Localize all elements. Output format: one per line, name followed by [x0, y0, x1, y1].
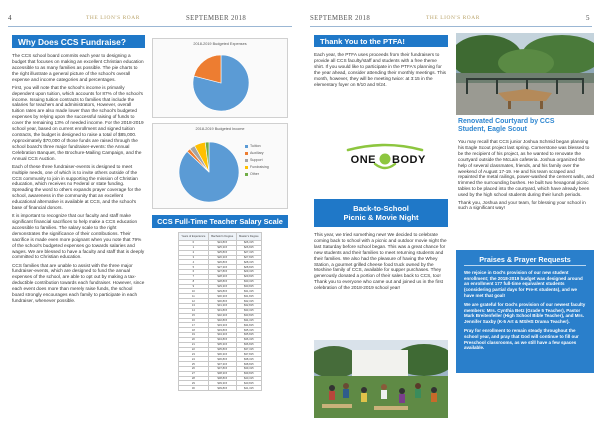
table-cell: $27,315 — [236, 250, 261, 255]
table-cell: 29 — [179, 381, 209, 386]
prayer-title: Praises & Prayer Requests — [479, 255, 571, 264]
one-body-logo — [340, 142, 430, 174]
prayer-body — [464, 270, 586, 354]
courtyard-title: Renovated Courtyard by CCS Student, Eagle Scout — [458, 118, 555, 134]
table-cell: $27,815 — [236, 255, 261, 260]
legend-item — [245, 158, 287, 162]
column-header: Master's Degree — [236, 233, 261, 241]
table-cell: 1 — [179, 245, 209, 250]
table-cell: $29,815 — [236, 274, 261, 279]
table-cell: 27 — [179, 371, 209, 376]
table-cell: $30,315 — [236, 279, 261, 284]
ptfa-article: Each year, the PTFA uses proceeds from their fundraisers to provide all CCS faculty/staff and students with a free theme shirt. If you would like to participate in the PTFA's planning for the year ahead, consider attending their monthly meetings. This month, however, they will be meeting twice: at 3:15 in the elementary foyer on 9/10 and 9/24. — [314, 52, 447, 87]
table-cell: $34,815 — [208, 337, 236, 342]
legend-item — [245, 165, 287, 169]
table-cell: 6 — [179, 270, 209, 275]
table-cell: $26,315 — [208, 255, 236, 260]
table-cell: $31,315 — [236, 289, 261, 294]
picnic-photo — [314, 340, 448, 418]
table-cell: $40,815 — [236, 381, 261, 386]
table-cell: 0 — [179, 241, 209, 246]
table-cell: $33,815 — [208, 328, 236, 333]
page-number: 4 — [8, 14, 12, 22]
table-cell: $35,815 — [208, 347, 236, 352]
table-cell: 9 — [179, 284, 209, 289]
table-cell: $41,315 — [236, 386, 261, 391]
legend-label: Tuition — [250, 144, 261, 148]
table-cell: 5 — [179, 265, 209, 270]
legend-swatch — [245, 145, 248, 148]
table-cell: $36,815 — [208, 357, 236, 362]
table-cell: $39,315 — [236, 366, 261, 371]
table-cell: $32,815 — [236, 303, 261, 308]
table-cell: 4 — [179, 260, 209, 265]
table-cell: 23 — [179, 352, 209, 357]
table-cell: $36,315 — [208, 352, 236, 357]
table-cell: $28,315 — [236, 260, 261, 265]
table-cell: 8 — [179, 279, 209, 284]
header-rule — [8, 26, 292, 27]
table-cell: $28,815 — [208, 279, 236, 284]
prayer-paragraph: We rejoice in God's provision of our new student enrollment; the 2018-2019 budget was designed around an enrollment 177 full-time equivalent students (considering partial days for Pre-K students), and we have met that goal! — [464, 270, 583, 298]
legend-item — [245, 151, 287, 155]
article-paragraph: First, you will note that the school's income is primarily dependent upon tuition, which accounts for 87% of the school's income. Issuing tuition contracts to families that include the salaries for teachers and administrators, However, overall tuition rates are also made lower than the school's budgeted expenses by relying upon the successful raising of funds to cover the remaining 13% of needed income. For the 2018-2019 school year, based on current enrollment and signed tuition contracts, the budget is designed to raise a total of $85,000. Approximately $70,000 of those funds are raised through the school board's three major fundraiser-events: the Annual Celebration Banquet, the Brochure-Mailing Campaign, and the Annual CCS Auction. — [12, 84, 144, 161]
table-cell: $30,815 — [236, 284, 261, 289]
table-cell: $32,815 — [208, 318, 236, 323]
table-cell: $36,815 — [236, 342, 261, 347]
legend-label: Fundraising — [250, 165, 269, 169]
logo-text-one: ONE — [350, 154, 376, 166]
table-cell: 21 — [179, 342, 209, 347]
table-cell: $34,315 — [208, 333, 236, 338]
table-cell: 11 — [179, 294, 209, 299]
chart-title: 2018-2019 Budgeted Expenses — [193, 42, 247, 46]
courtyard-photo — [456, 33, 594, 115]
article-paragraph: You may recall that CCS junior Joshua Schmid began planning his Eagle Scout project last spring. Cornerstone was blessed to be the recipient of his project, as he wanted to renovate the courtyard outside the McLain cafeteria. Joshua organized the help of several classmates, friends, and his family over the weekend of August 17-19. He and his team scraped and repainted the metal railings, power-washed the cement walls, and trimmed the surrounding bushes. He built two hexagonal picnic tables to be placed into the courtyard, which have already been used by the high school students during their lunch periods. — [458, 139, 595, 198]
table-cell: $34,315 — [236, 318, 261, 323]
table-cell: 16 — [179, 318, 209, 323]
table-cell: $34,815 — [236, 323, 261, 328]
article-paragraph: Thank you, Joshua and your team, for blessing your school in such a significant way! — [458, 199, 586, 211]
table-cell: 14 — [179, 308, 209, 313]
table-cell: $31,815 — [236, 294, 261, 299]
table-cell: $38,815 — [236, 362, 261, 367]
table-cell: $39,815 — [236, 371, 261, 376]
table-cell: $37,315 — [236, 347, 261, 352]
issue-date: SEPTEMBER 2018 — [186, 14, 247, 22]
prayer-divider — [464, 265, 586, 266]
table-cell: $28,815 — [236, 265, 261, 270]
prayer-paragraph: Pray for enrollment to remain steady throughout the school year, and pray that God will continue to fill our Preschool classrooms, as we still have a few spaces available. — [464, 328, 579, 351]
table-cell: $29,315 — [236, 270, 261, 275]
table-cell: $37,815 — [236, 352, 261, 357]
picnic-photo-art — [314, 340, 448, 418]
table-cell: $40,315 — [236, 376, 261, 381]
article-paragraph: CCS families that are unable to assist with the three major fundraiser-events, which are designed to fund the annual expenses of the school, are able to opt out by making a tax-deductible contribution towards each fundraiser. However, since each event does more than merely raise funds, the school board strongly encourages each family to participate in each fundraiser, whenever possible. — [12, 262, 145, 303]
picnic-article: This year, we tried something new! We decided to celebrate coming back to school with a picnic and outdoor movie night the last Saturday before school began. This was a great chance for new students and their families to meet returning students and their families. We also had the pleasure of having the Whey Station, a gourmet grilled cheese food truck owned by the Moshine family of CCS, available for supper purchases. They generously donated a portion of their sales back to CCS, too! Thank you to everyone who came out and joined us in the first celebration of the 2018-2019 school year! — [314, 232, 447, 291]
table-cell: $38,315 — [208, 371, 236, 376]
table-cell: 26 — [179, 366, 209, 371]
table-cell: 3 — [179, 255, 209, 260]
table-cell: 18 — [179, 328, 209, 333]
table-cell: 25 — [179, 362, 209, 367]
prayer-requests-box — [456, 250, 594, 373]
chart-title: 2018-2019 Budgeted Income — [195, 127, 245, 131]
table-cell: 24 — [179, 357, 209, 362]
table-cell: 30 — [179, 386, 209, 391]
table-cell: $27,815 — [208, 270, 236, 275]
table-cell: $35,815 — [236, 333, 261, 338]
table-cell: $37,815 — [208, 366, 236, 371]
table-cell: $37,315 — [208, 362, 236, 367]
issue-date: SEPTEMBER 2018 — [310, 14, 371, 22]
table-cell: $29,815 — [208, 289, 236, 294]
table-cell: $30,815 — [208, 299, 236, 304]
table-cell: $26,815 — [208, 260, 236, 265]
fundraiser-article — [12, 53, 145, 306]
salary-table — [178, 232, 262, 391]
table-cell: $28,315 — [208, 274, 236, 279]
table-header-row — [179, 233, 262, 241]
page-number: 5 — [586, 14, 590, 22]
table-cell: $39,815 — [208, 386, 236, 391]
picnic-title: Back-to-School Picnic & Movie Night — [314, 199, 448, 227]
table-cell: 20 — [179, 337, 209, 342]
legend-label: Auxiliary — [250, 151, 264, 155]
table-cell: $36,315 — [236, 337, 261, 342]
courtyard-article — [458, 139, 594, 213]
salary-scale-title: CCS Full-Time Teacher Salary Scale — [152, 215, 288, 228]
table-cell: $25,315 — [208, 245, 236, 250]
legend-swatch — [245, 166, 248, 169]
column-header: Years of Experience — [179, 233, 209, 241]
table-cell: 10 — [179, 289, 209, 294]
table-cell: $26,815 — [236, 245, 261, 250]
article-paragraph: It is important to recognize that our faculty and staff make significant financial sacrifices to help make a CCS education accessible to families. The salary scale to the right demonstrates the significance of their contributions. Their sacrifice is made even more poignant when you note that 79% of the school's budgeted expenses go towards salaries and wages. We are blessed to have a faculty and staff that is deeply committed to Christian education. — [12, 213, 145, 260]
income-pie-chart — [152, 123, 288, 209]
table-cell: $38,815 — [208, 376, 236, 381]
legend-label: Support — [250, 158, 263, 162]
legend-swatch — [245, 152, 248, 155]
fundraiser-title: Why Does CCS Fundraise? — [12, 35, 145, 48]
table-cell: 12 — [179, 299, 209, 304]
table-cell: $32,315 — [236, 299, 261, 304]
table-cell: $32,315 — [208, 313, 236, 318]
article-paragraph: Each of these three fundraiser-events is designed to meet multiple needs, one of which is to invite others outside of the CCS community to join in supporting the mission of Christian education, which receives no Federal or state funding. Spreading the word to others expands prayer coverage for the school, awareness in the community that an excellent educational alternative is available at CCS, and the school's base of financial donors. — [12, 163, 141, 211]
legend-item — [245, 144, 287, 148]
courtyard-photo-art — [456, 33, 594, 115]
table-cell: $25,815 — [208, 250, 236, 255]
logo-text-body: BODY — [392, 154, 426, 166]
table-cell: 2 — [179, 250, 209, 255]
prayer-paragraph: We are grateful for God's provision of our newest faculty members: Mrs. Cynthia Betz (Grade 5 Teacher), Pastor Mark Breitenfeller (High School Bible Teacher), and Mrs. Jennifer Saxby (K-5 Art & MS/HS Drama Teacher). — [464, 301, 586, 325]
magazine-title: THE LION'S ROAR — [86, 15, 140, 21]
table-cell: $33,315 — [236, 308, 261, 313]
legend-swatch — [245, 159, 248, 162]
right-page — [300, 0, 600, 424]
table-cell: $35,315 — [236, 328, 261, 333]
legend-item — [245, 172, 287, 176]
table-cell: 28 — [179, 376, 209, 381]
table-cell: $31,315 — [208, 303, 236, 308]
table-cell: $33,315 — [208, 323, 236, 328]
column-header: Bachelor's Degree — [208, 233, 236, 241]
expense-pie-chart — [152, 38, 288, 118]
table-cell: $31,815 — [208, 308, 236, 313]
expense-pie-svg — [153, 39, 289, 119]
magazine-title: THE LION'S ROAR — [426, 15, 480, 21]
table-cell: $24,815 — [208, 241, 236, 246]
table-cell: 19 — [179, 333, 209, 338]
table-cell: $29,315 — [208, 284, 236, 289]
article-paragraph: The CCS school board commits each year to designing a budget that focuses on making an excellent Christian education accessible to as many families as possible. The pie charts to the right illustrate a general picture of the school's overall expense and income categories and percentages. — [12, 53, 144, 82]
header-rule — [310, 26, 592, 27]
table-cell: $39,315 — [208, 381, 236, 386]
ptfa-title: Thank You to the PTFA! — [314, 35, 448, 47]
table-cell: $38,315 — [236, 357, 261, 362]
table-cell: 7 — [179, 274, 209, 279]
chart-legend — [245, 144, 287, 179]
table-cell: 17 — [179, 323, 209, 328]
table-row — [179, 386, 262, 391]
legend-label: Other — [250, 172, 259, 176]
table-cell: 15 — [179, 313, 209, 318]
table-cell: $27,315 — [208, 265, 236, 270]
table-cell: 22 — [179, 347, 209, 352]
table-cell: $30,315 — [208, 294, 236, 299]
table-cell: 13 — [179, 303, 209, 308]
table-cell: $35,315 — [208, 342, 236, 347]
table-cell: $26,315 — [236, 241, 261, 246]
table-cell: $33,815 — [236, 313, 261, 318]
legend-swatch — [245, 173, 248, 176]
